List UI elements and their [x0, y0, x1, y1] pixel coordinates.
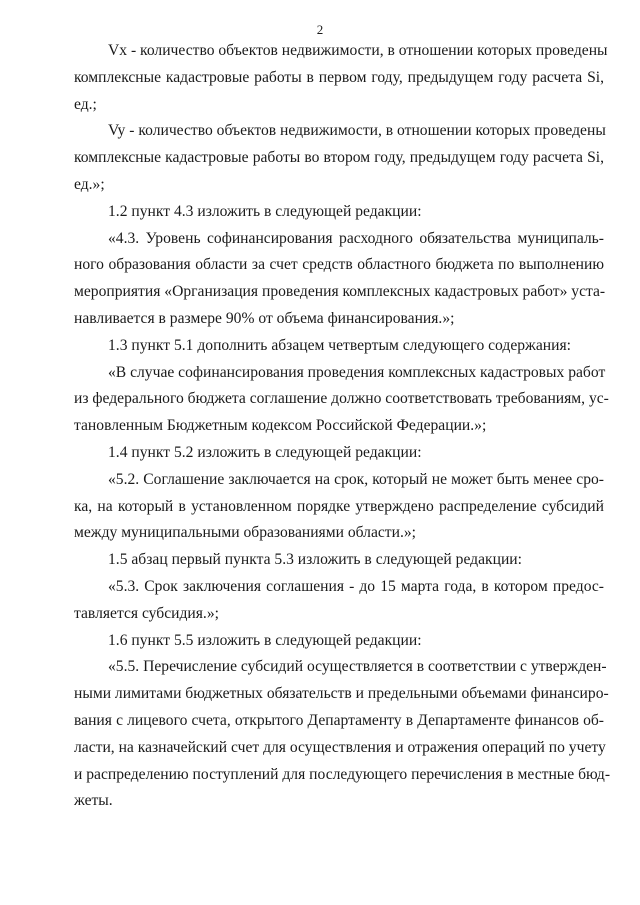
paragraph-line: Vy - количество объектов недвижимости, в отношении которых проведены — [108, 122, 606, 140]
paragraph-line: «В случае софинансирования проведения комплексных кадастровых работ — [108, 363, 606, 381]
paragraph-line: тавляется субсидия.»; — [74, 604, 219, 622]
paragraph-line: «5.3. Срок заключения соглашения - до 15 марта года, в котором предос- — [108, 577, 604, 595]
paragraph-line: Vx - количество объектов недвижимости, в отношении которых проведены — [108, 42, 608, 59]
paragraph-line: ед.»; — [74, 175, 105, 193]
paragraph-line: 1.4 пункт 5.2 изложить в следующей редакции: — [108, 443, 422, 461]
paragraph-line: ного образования области за счет средств областного бюджета по выполнению — [74, 256, 604, 274]
paragraph — [0, 547, 640, 574]
paragraph-line: «4.3. Уровень софинансирования расходного обязательства муниципаль- — [108, 229, 604, 247]
paragraph-line: 1.2 пункт 4.3 изложить в следующей редакции: — [108, 202, 422, 220]
paragraph-line: тановленным Бюджетным кодексом Российской Федерации.»; — [74, 417, 487, 435]
paragraph-line: вания с лицевого счета, открытого Департаменту в Департаменте финансов об- — [74, 711, 604, 729]
paragraph-line: 1.5 абзац первый пункта 5.3 изложить в следующей редакции: — [108, 551, 522, 569]
paragraph-line: навливается в размере 90% от объема финансирования.»; — [74, 309, 455, 327]
paragraph-line: комплексные кадастровые работы во втором году, предыдущем году расчета Si, — [74, 149, 604, 167]
paragraph — [0, 440, 640, 467]
paragraph — [0, 199, 640, 226]
paragraph — [0, 467, 640, 547]
paragraph-line: мероприятия «Организация проведения комплексных кадастровых работ» уста- — [74, 283, 606, 301]
paragraph — [0, 574, 640, 628]
page-number: 2 — [316, 22, 324, 37]
paragraph-line: «5.2. Соглашение заключается на срок, который не может быть менее сро- — [108, 470, 604, 488]
paragraph-line: и распределению поступлений для последующего перечисления в местные бюд- — [74, 765, 611, 783]
paragraph-line: между муниципальными образованиями области.»; — [74, 524, 416, 542]
paragraph-line: ласти, на казначейский счет для осуществления и отражения операций по учету — [74, 738, 606, 756]
paragraph-line: 1.3 пункт 5.1 дополнить абзацем четвертым следующего содержания: — [108, 336, 571, 354]
paragraph-line: ка, на который в установленном порядке утверждено распределение субсидий — [74, 497, 604, 515]
document-body — [0, 38, 640, 815]
paragraph-line: комплексные кадастровые работы в первом году, предыдущем году расчета Si, — [74, 68, 604, 86]
paragraph — [0, 360, 640, 440]
paragraph — [0, 38, 640, 118]
paragraph — [0, 628, 640, 655]
paragraph-line: из федерального бюджета соглашение должно соответствовать требованиям, ус- — [74, 390, 609, 408]
paragraph-line: ед.; — [74, 95, 97, 113]
paragraph — [0, 333, 640, 360]
paragraph — [0, 226, 640, 333]
paragraph-line: жеты. — [74, 792, 113, 810]
paragraph-line: «5.5. Перечисление субсидий осуществляется в соответствии с утвержден- — [108, 658, 607, 676]
paragraph — [0, 118, 640, 198]
paragraph-line: 1.6 пункт 5.5 изложить в следующей редакции: — [108, 631, 422, 649]
paragraph — [0, 654, 640, 815]
paragraph-line: ными лимитами бюджетных обязательств и предельными объемами финансиро- — [74, 685, 609, 703]
